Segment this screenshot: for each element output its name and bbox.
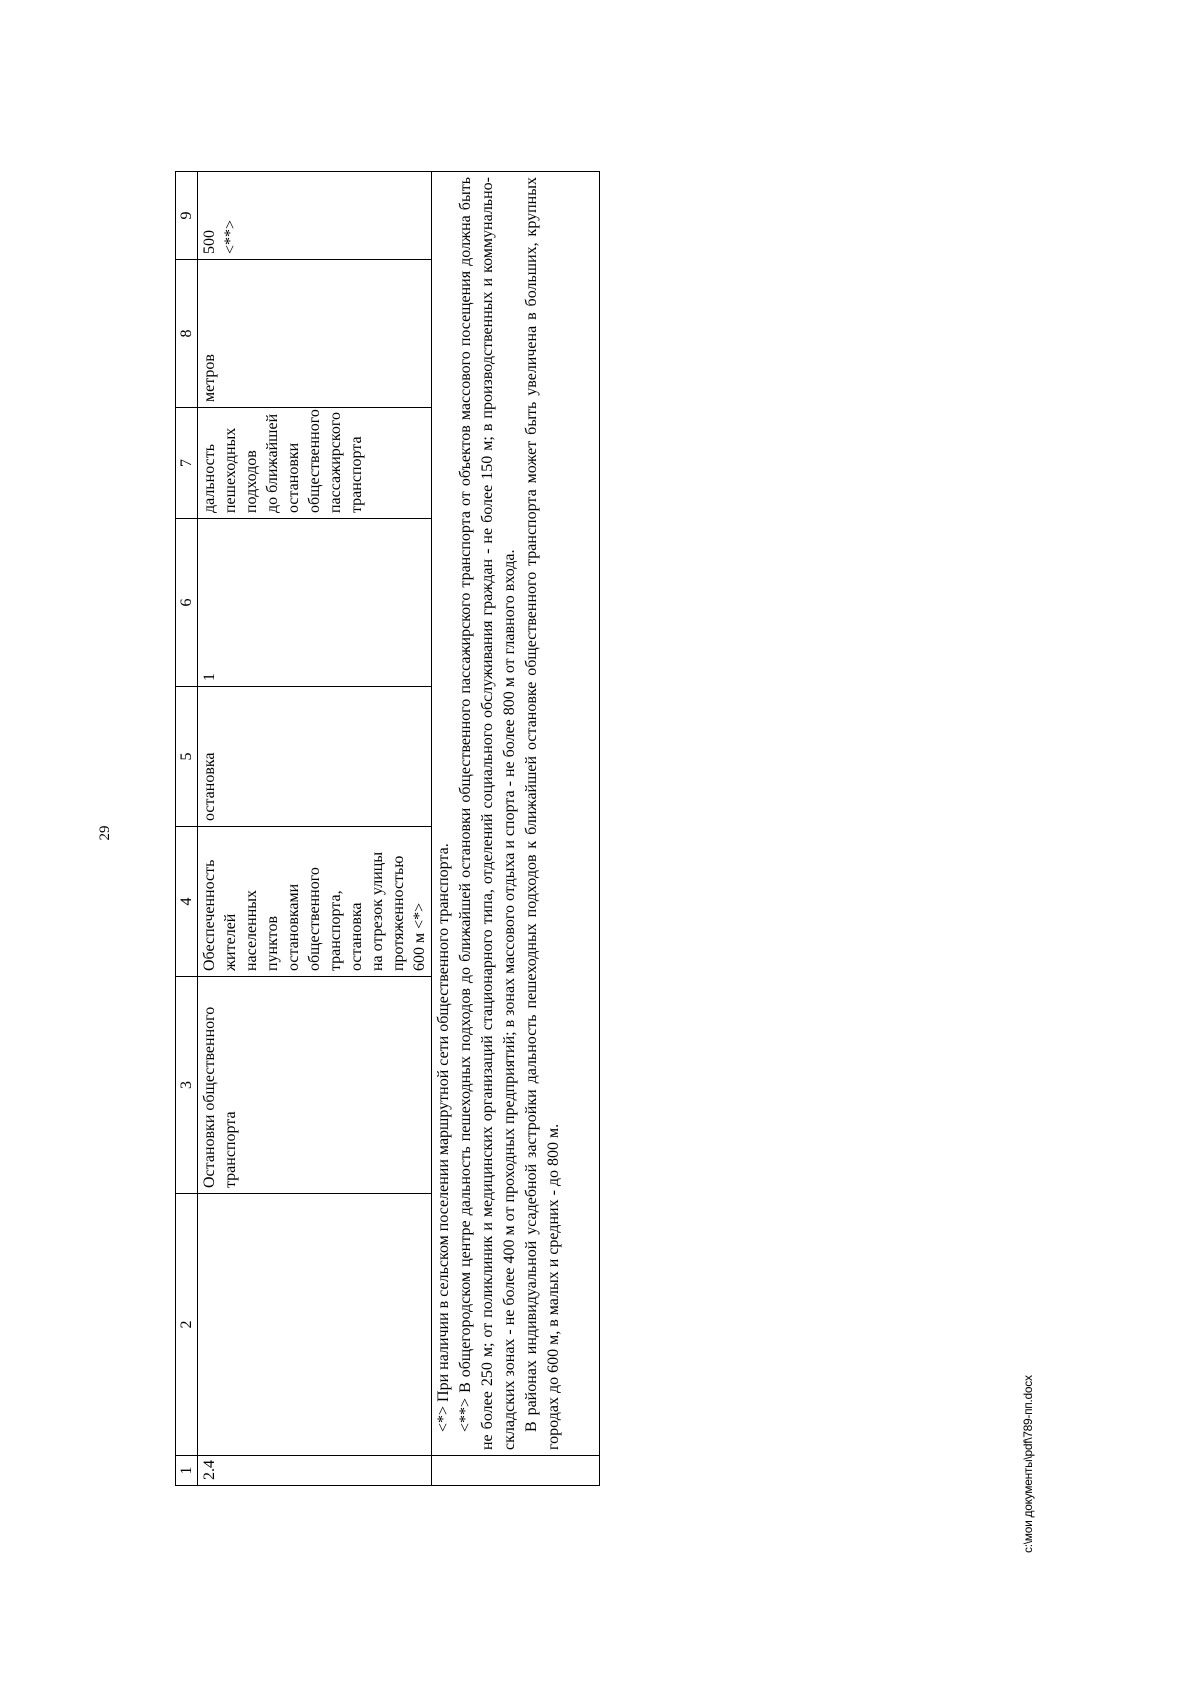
header-cell-9: 9 [176,172,198,260]
footnote-2: <**> В общегородском центре дальность пешеходных подходов до ближайшей остановки общественного пассажирского транспорта от объектов массового посещения должна быть не более 250 м; от поликлиник и медицинских организаций стационарного типа, отделений социального обслуживания граждан - не более 150 м; в производственных и коммунально-складских зонах - не более 400 м от проходных предприятий; в зонах массового отдыха и спорта - не более 800 м от главного входа. [457,177,518,1450]
footnote-3: В районах индивидуальной усадебной застройки дальность пешеходных подходов к ближайшей остановке общественного транспорта может быть увеличена в больших, крупных городах до 600 м, в малых и средних - до 800 м. [523,177,562,1450]
header-cell-5: 5 [176,687,198,827]
notes-spacer-cell [432,1456,600,1486]
file-path-footer: c:\мои документы\pdf\789-пп.docx [1021,1375,1035,1553]
notes-cell [432,172,600,1456]
header-cell-3: 3 [176,977,198,1194]
value-cell: 1 [198,519,432,687]
row-number-cell: 2.4 [198,1456,432,1486]
table-row [198,172,432,1486]
header-cell-4: 4 [176,827,198,977]
accessibility-value-cell: 500 <**> [198,172,432,260]
header-cell-1: 1 [176,1456,198,1486]
header-cell-6: 6 [176,519,198,687]
footnote-1: <*> При наличии в сельском поселении маршрутной сети общественного транспорта. [435,843,452,1432]
header-cell-8: 8 [176,260,198,408]
unit-cell: остановка [198,687,432,827]
rotated-landscape-page [91,83,1071,1583]
accessibility-unit-cell: метров [198,260,432,408]
indicator-cell: Обеспеченность жителей населенных пунктов остановками общественного транспорта, остановка на отрезок улицы протяженностью 600 м <*> [198,827,432,977]
page-number: 29 [97,825,113,841]
notes-row [432,172,600,1486]
accessibility-indicator-cell: дальность пешеходных подходов до ближайшей остановки общественного пассажирского транспорта [198,408,432,519]
header-cell-2: 2 [176,1194,198,1456]
header-cell-7: 7 [176,408,198,519]
table-header-row [176,172,198,1486]
norms-table [175,171,600,1486]
empty-cell [198,1194,432,1456]
object-name-cell: Остановки общественного транспорта [198,977,432,1194]
